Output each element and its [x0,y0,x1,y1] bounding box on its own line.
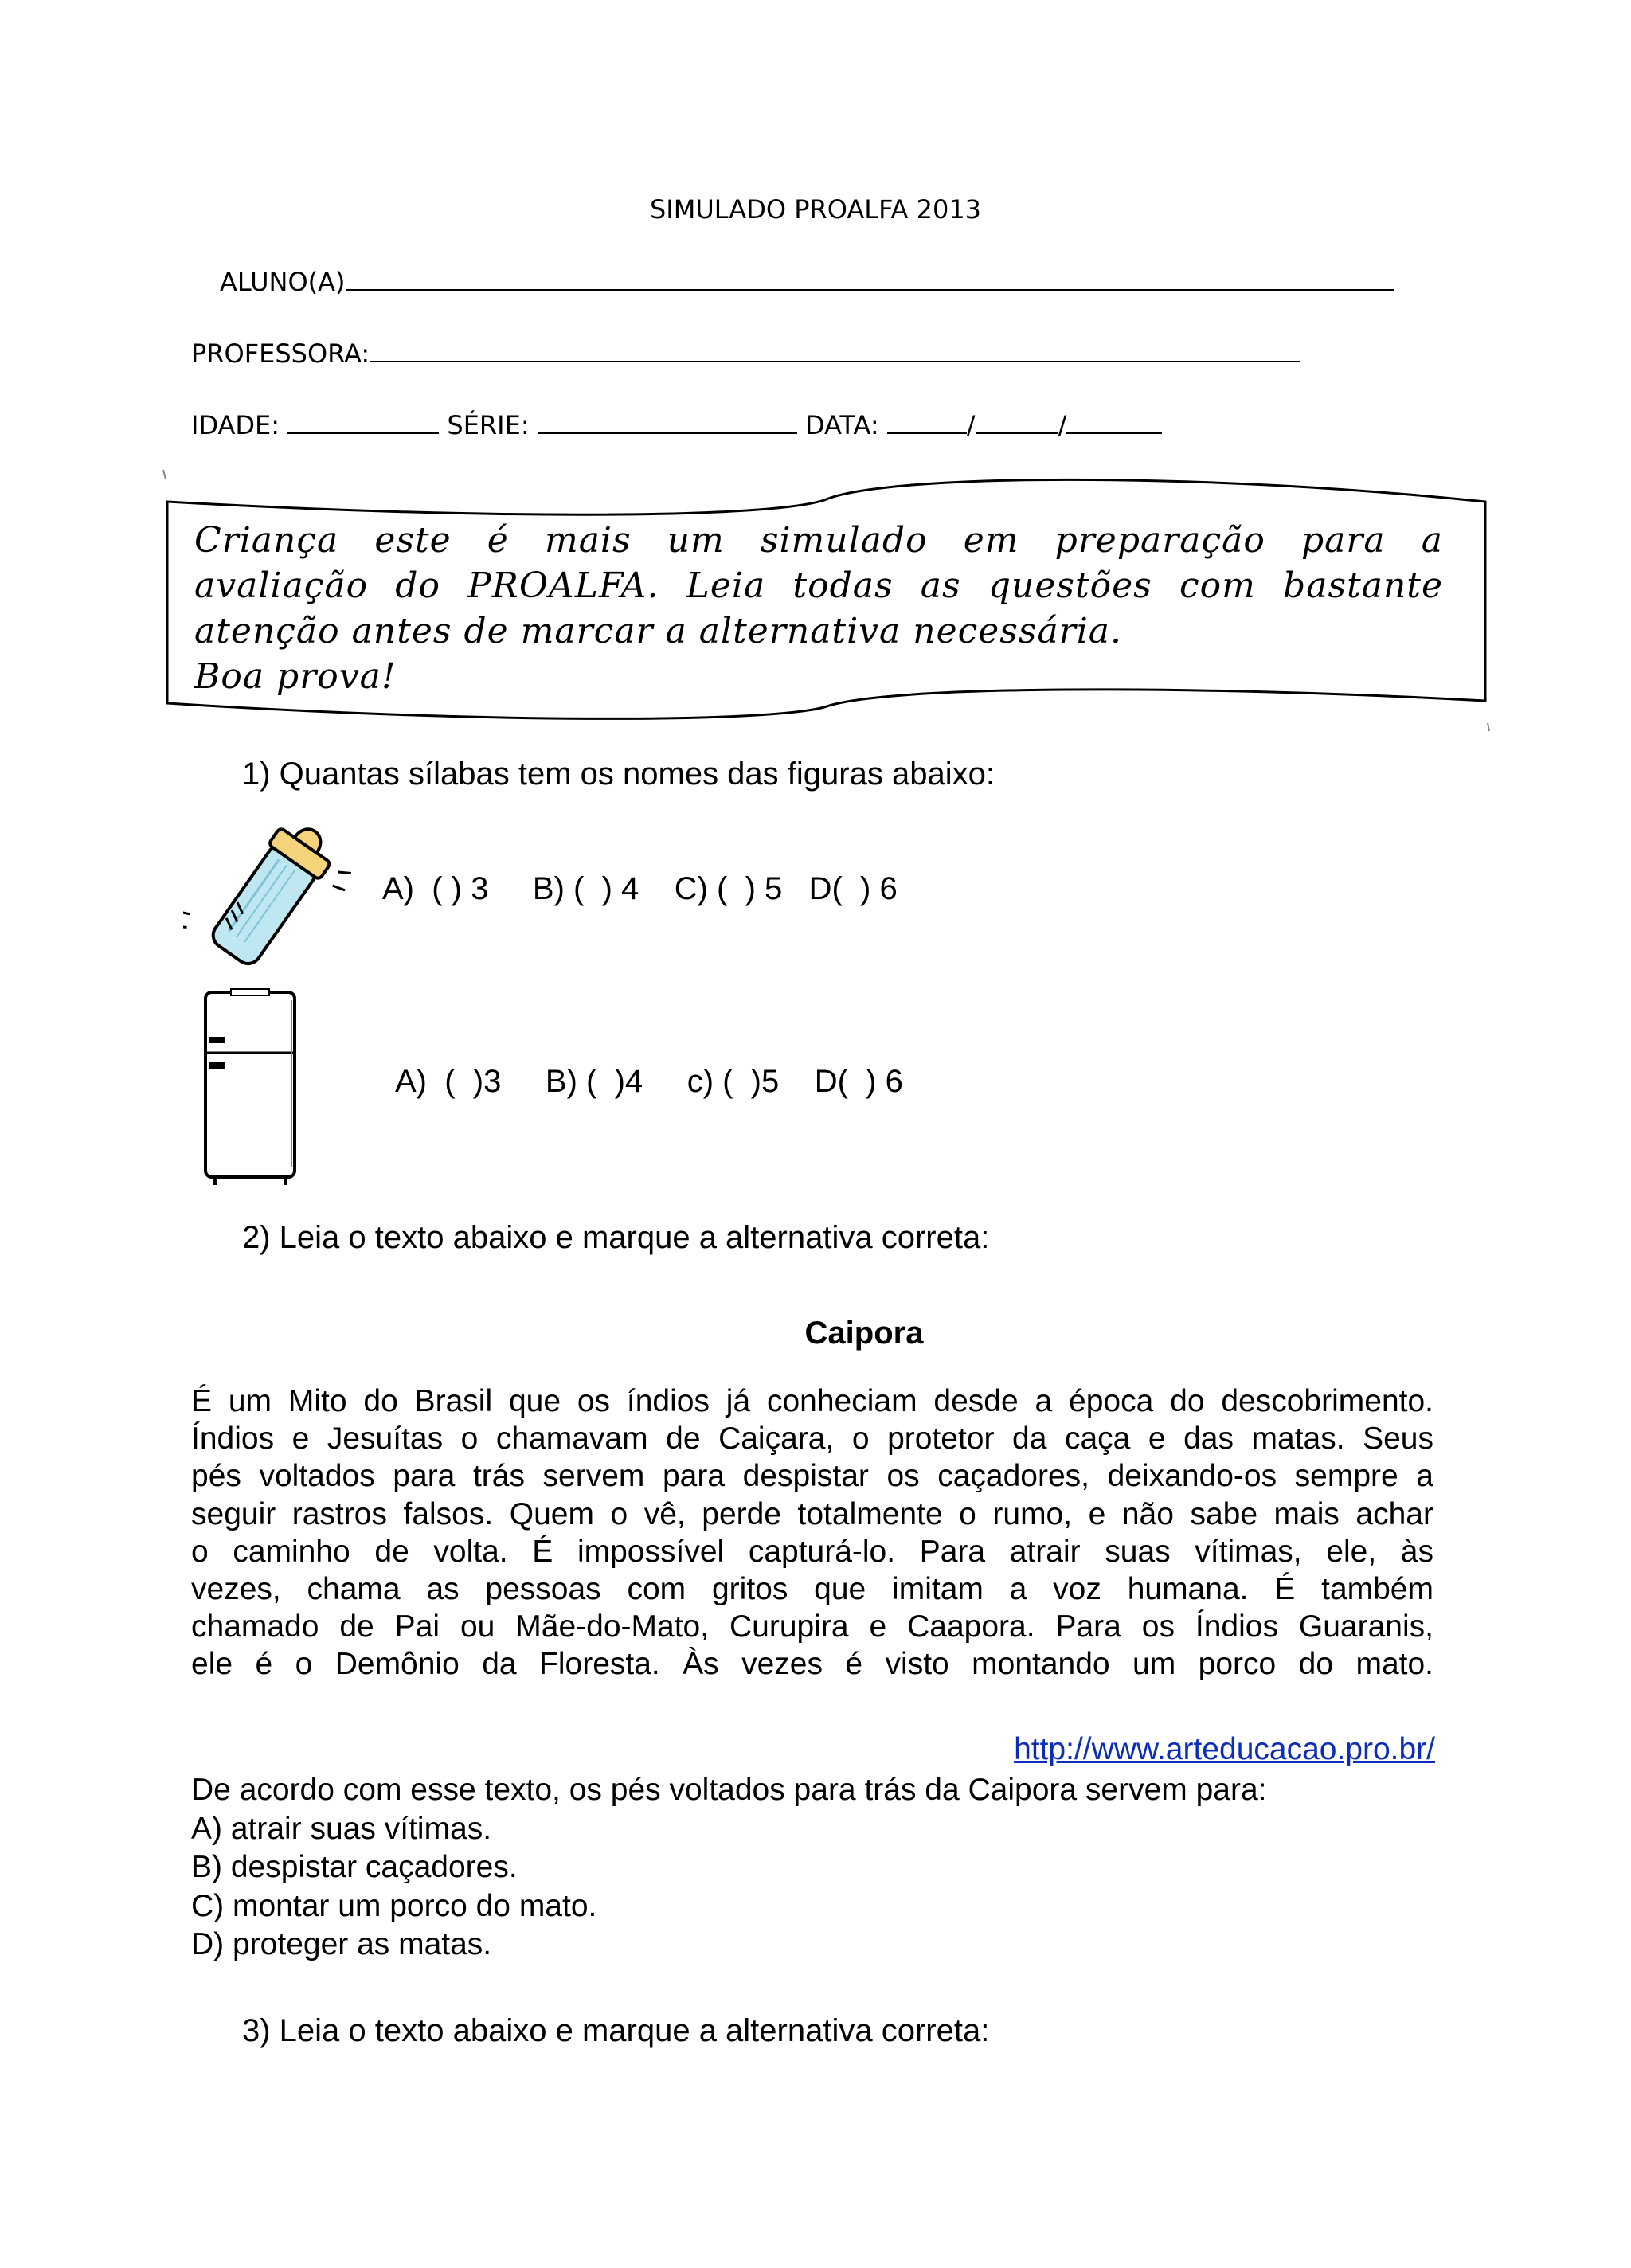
question-2-question: De acordo com esse texto, os pés voltados para trás da Caipora servem para: [191,1773,1267,1807]
answer-option-a[interactable]: A) atrair suas vítimas. [191,1811,492,1846]
question-1-item-2-options: A) ( )3 B) ( )4 c) ( )5 D( ) 6 [395,1064,903,1099]
professora-label: PROFESSORA: [191,338,370,369]
banner-line: Criança este é mais um simulado em preparação para a [194,520,1443,561]
answer-option-c[interactable]: C) montar um porco do mato. [191,1888,597,1923]
paragraph-line: seguir rastros falsos. Quem o vê, perde totalmente o rumo, e não sabe mais achar [191,1496,1433,1531]
paragraph-line: É um Mito do Brasil que os índios já conheciam desde a época do descobrimento. [191,1384,1433,1418]
baby-bottle-image [183,804,358,972]
text-title: Caipora [804,1316,924,1351]
data-label: DATA: [804,410,879,440]
paragraph-line: Índios e Jesuítas o chamavam de Caiçara, o protetor da caça e das matas. Seus [191,1421,1433,1457]
source-link[interactable]: http://www.arteducacao.pro.br/ [1014,1732,1435,1766]
page-title: SIMULADO PROALFA 2013 [649,194,982,225]
refrigerator-image [198,984,303,1190]
aluno-label: ALUNO(A) [220,267,346,297]
data-slash: / [966,410,976,440]
caipora-paragraph [191,1382,1433,1683]
question-3-prompt: 3) Leia o texto abaixo e marque a alternativa correta: [242,2013,990,2048]
question-2-prompt: 2) Leia o texto abaixo e marque a alternativa correta: [242,1220,990,1255]
paragraph-line: ele é o Demônio da Floresta. Às vezes é visto montando um porco do mato. [191,1647,1433,1682]
answer-option-b[interactable]: B) despistar caçadores. [191,1850,518,1884]
answer-option-d[interactable]: D) proteger as matas. [191,1927,492,1961]
data-slash: / [1058,410,1067,440]
banner-line: atenção antes de marcar a alternativa necessária. [194,611,1123,651]
paragraph-line: chamado de Pai ou Mãe-do-Mato, Curupira e Caapora. Para os Índios Guaranis, [191,1609,1433,1644]
paragraph-line: vezes, chama as pessoas com gritos que imitam a voz humana. É também [191,1572,1433,1607]
banner-line: Boa prova! [194,656,397,697]
question-2-answers [191,1771,1267,1965]
paragraph-line: pés voltados para trás servem para despistar os caçadores, deixando-os sempre a [191,1459,1433,1494]
paragraph-line: o caminho de volta. É impossível capturá-lo. Para atrair suas vítimas, ele, às [191,1534,1433,1569]
question-1-item-1-options: A) ( ) 3 B) ( ) 4 C) ( ) 5 D( ) 6 [382,871,898,906]
question-1-prompt: 1) Quantas sílabas tem os nomes das figuras abaixo: [242,757,995,792]
idade-label: IDADE: [191,410,280,440]
banner-line: avaliação do PROALFA. Leia todas as questões com bastante [194,565,1443,606]
instruction-banner-text [194,518,1443,699]
serie-label: SÉRIE: [447,410,530,440]
